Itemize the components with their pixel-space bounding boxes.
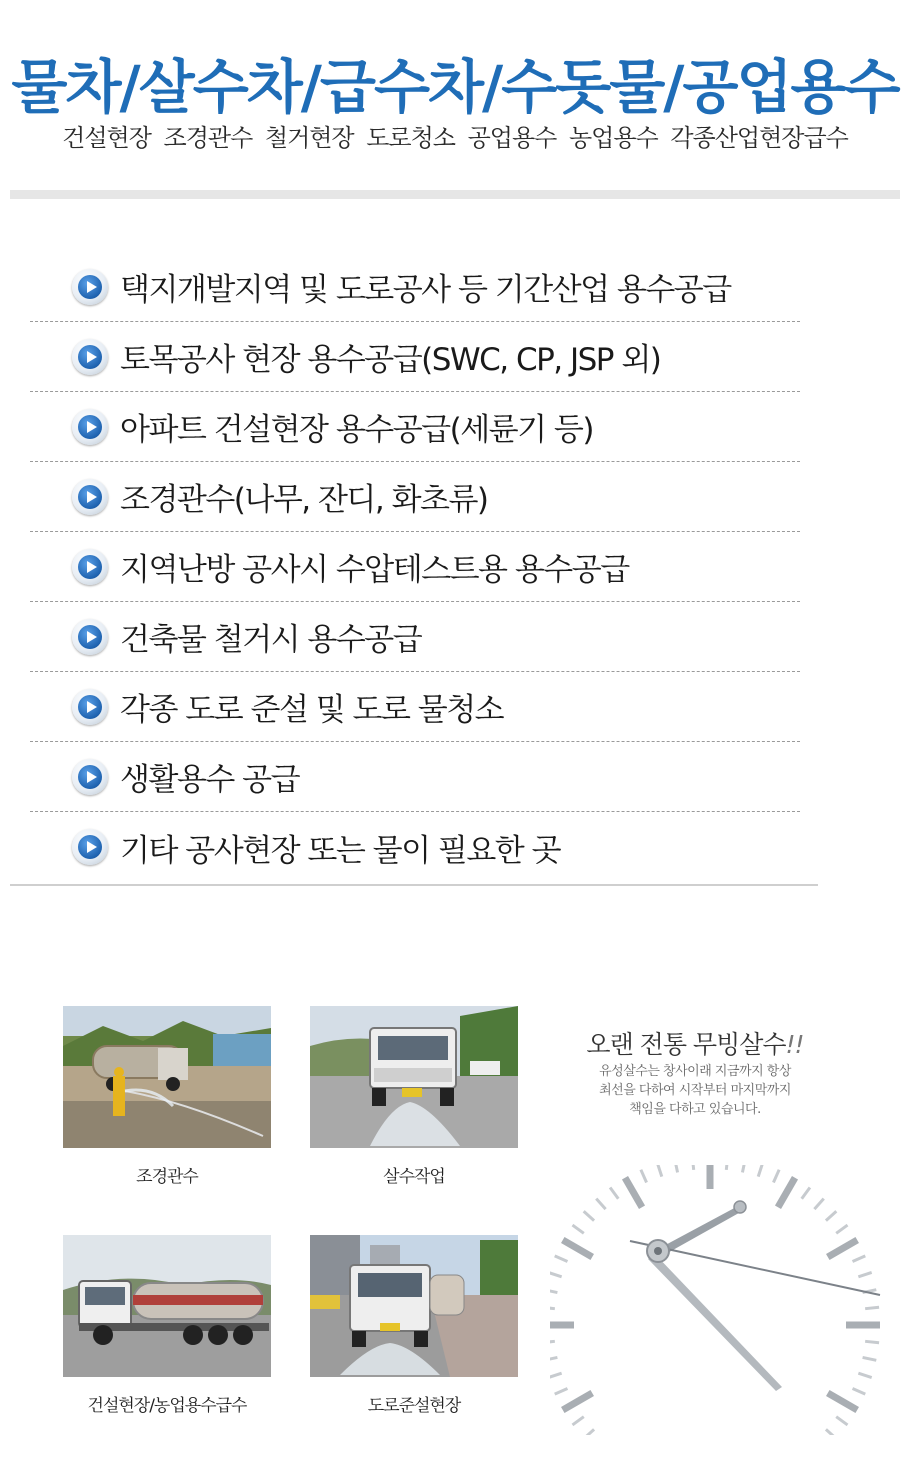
clock-tick (596, 1199, 605, 1209)
gallery-caption: 건설현장/농업용수급수 (87, 1396, 247, 1416)
promo-title (560, 1025, 830, 1061)
clock-tick (563, 1393, 592, 1410)
play-button-icon (72, 759, 108, 795)
promo-title-emphasis: !! (785, 1030, 804, 1059)
clock-tick (572, 1417, 583, 1425)
gallery-card (310, 1006, 518, 1187)
clock-tick (584, 1429, 594, 1435)
header-divider (10, 190, 900, 199)
clock-tick (836, 1417, 847, 1425)
play-button-icon (72, 549, 108, 585)
clock-tick (853, 1256, 866, 1262)
clock-tick (610, 1187, 618, 1198)
clock-tick (865, 1307, 879, 1308)
clock-tick (563, 1240, 592, 1257)
clock-tick (584, 1211, 594, 1220)
service-item (30, 392, 800, 462)
clock-tick (814, 1199, 823, 1209)
clock-tick (550, 1357, 557, 1360)
service-item (30, 742, 800, 812)
play-button-icon (72, 479, 108, 515)
clock-tick (555, 1256, 568, 1262)
service-label: 지역난방 공사시 수압테스트용 용수공급 (120, 552, 629, 588)
clock-tick (675, 1165, 678, 1172)
page-title: 물차/살수차/급수차/수돗물/공업용수 (11, 53, 899, 121)
play-button-icon (72, 829, 108, 865)
clock-tick (726, 1165, 727, 1170)
play-button-icon (72, 619, 108, 655)
gallery-card (63, 1235, 271, 1416)
service-list (30, 252, 800, 882)
service-label: 조경관수(나무, 잔디, 화초류) (120, 482, 488, 518)
gallery-photo (63, 1235, 271, 1377)
clock-tick (550, 1373, 562, 1377)
gallery-caption: 살수작업 (383, 1167, 445, 1187)
promo-line: 책임을 다하고 있습니다. (629, 1102, 761, 1117)
clock-tick (865, 1341, 879, 1342)
clock-tick (550, 1341, 555, 1342)
clock-tick (625, 1178, 642, 1207)
promo-line: 유성살수는 창사이래 지금까지 항상 (599, 1064, 791, 1079)
service-item (30, 252, 800, 322)
clock-tick (550, 1272, 562, 1276)
gallery-card (63, 1006, 271, 1187)
gallery-caption: 조경관수 (136, 1167, 198, 1187)
service-label: 택지개발지역 및 도로공사 등 기간산업 용수공급 (120, 272, 731, 308)
service-label: 기타 공사현장 또는 물이 필요한 곳 (120, 832, 561, 869)
play-button-icon (72, 409, 108, 445)
clock-tick (858, 1373, 871, 1377)
clock-tick (802, 1187, 810, 1198)
service-label: 생활용수 공급 (120, 762, 300, 798)
clock-tick (863, 1357, 877, 1360)
clock-tick (550, 1307, 555, 1308)
promo-body (560, 1062, 830, 1119)
clock-tick (555, 1388, 568, 1394)
play-button-icon (72, 269, 108, 305)
service-item (30, 462, 800, 532)
clock-tick (742, 1165, 745, 1172)
service-item (30, 812, 800, 882)
service-item (30, 322, 800, 392)
service-item (30, 532, 800, 602)
service-label: 건축물 철거시 용수공급 (120, 622, 422, 658)
gallery-card (310, 1235, 518, 1416)
service-item (30, 672, 800, 742)
promo-title-text: 오랜 전통 무빙살수 (586, 1030, 786, 1059)
clock-tick (692, 1165, 693, 1170)
gallery-photo (310, 1235, 518, 1377)
clock-tick (828, 1240, 857, 1257)
clock-tick (836, 1225, 847, 1233)
clock-icon (550, 1165, 900, 1435)
clock-tick (828, 1393, 857, 1410)
clock-tick (641, 1170, 647, 1183)
clock-tick (773, 1170, 779, 1183)
page-subtitle: 건설현장 조경관수 철거현장 도로청소 공업용수 농업용수 각종산업현장급수 (62, 124, 848, 152)
service-label: 아파트 건설현장 용수공급(세륜기 등) (120, 412, 593, 448)
play-button-icon (72, 689, 108, 725)
clock-tick (758, 1165, 762, 1177)
clock-tick (858, 1272, 871, 1276)
gallery-photo (63, 1006, 271, 1148)
clock-tick (826, 1211, 836, 1220)
service-item (30, 602, 800, 672)
service-label: 토목공사 현장 용수공급(SWC, CP, JSP 외) (120, 342, 661, 378)
clock-tick (657, 1165, 661, 1177)
gallery-caption: 도로준설현장 (367, 1396, 461, 1416)
play-button-icon (72, 339, 108, 375)
gallery-photo (310, 1006, 518, 1148)
service-label: 각종 도로 준설 및 도로 물청소 (120, 692, 504, 728)
clock-tick (778, 1178, 795, 1207)
list-divider (10, 884, 818, 886)
clock-tick (550, 1290, 557, 1293)
promo-line: 최선을 다하여 시작부터 마지막까지 (599, 1083, 791, 1098)
clock-tick (572, 1225, 583, 1233)
clock-tick (826, 1429, 836, 1435)
clock-tick (853, 1388, 866, 1394)
